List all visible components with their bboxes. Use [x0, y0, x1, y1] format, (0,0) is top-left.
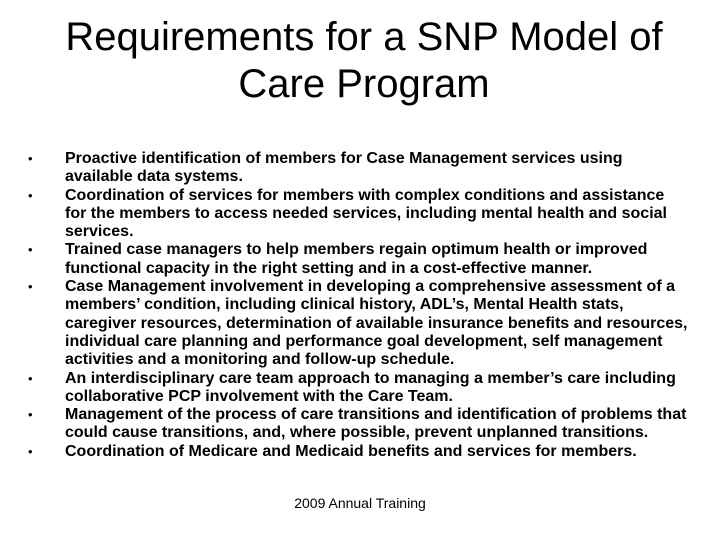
bullet-dot-icon: •	[28, 151, 33, 166]
bullet-text: Coordination of Medicare and Medicaid benefits and services for members.	[65, 442, 637, 460]
bullet-text: Management of the process of care transitions and identification of problems that could cause transitions, and, where possible, prevent unplanned transitions.	[65, 406, 687, 442]
bullet-dot-icon: •	[28, 242, 33, 258]
bullet-item	[28, 443, 688, 461]
bullet-dot-icon: •	[28, 279, 33, 295]
bullet-dot-icon: •	[28, 443, 33, 459]
bullet-item	[28, 370, 688, 407]
bullet-text: Trained case managers to help members regain optimum health or improved functional capacity in the right setting and in a cost-effective manner.	[65, 241, 648, 277]
bullet-dot-icon: •	[28, 370, 33, 386]
bullet-item	[28, 278, 688, 369]
bullet-text: An interdisciplinary care team approach to managing a member’s care including collaborative PCP involvement with the Care Team.	[65, 369, 676, 405]
bullet-text: Coordination of services for members with complex conditions and assistance for the members to access needed services, including mental health and social services.	[65, 186, 667, 241]
bullet-text: Proactive identification of members for Case Management services using available data systems.	[65, 150, 623, 186]
bullet-item	[28, 241, 688, 278]
bullet-dot-icon: •	[28, 407, 33, 423]
bullet-item	[28, 406, 688, 443]
bullet-item	[28, 150, 688, 187]
bullet-list	[28, 150, 688, 461]
bullet-text: Case Management involvement in developing a comprehensive assessment of a members’ condition, including clinical history, ADL’s, Mental Health stats, caregiver resources, determination of available insurance benefits and resources, individual care planning and performance goal development, self management activities and a monitoring and follow-up schedule.	[65, 278, 688, 369]
slide-footer: 2009 Annual Training	[294, 495, 426, 511]
bullet-item	[28, 187, 688, 242]
slide-title: Requirements for a SNP Model of Care Program	[65, 15, 663, 106]
bullet-dot-icon: •	[28, 187, 33, 203]
